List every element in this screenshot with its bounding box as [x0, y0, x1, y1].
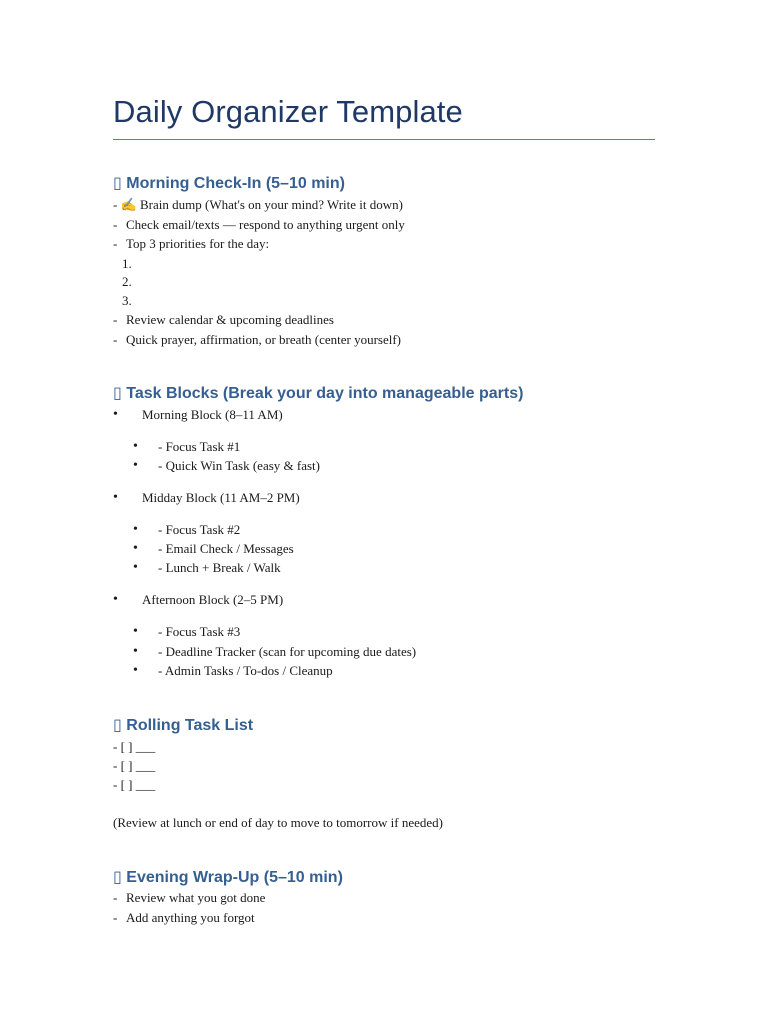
review-done-item: - Review what you got done — [113, 890, 266, 905]
bullet-icon: • — [133, 439, 138, 454]
evening-wrapup-heading: ▯ Evening Wrap-Up (5–10 min) — [113, 869, 343, 886]
missing-glyph-icon: ▯ — [113, 869, 122, 886]
bullet-icon: • — [133, 458, 138, 473]
bullet-icon: • — [113, 592, 118, 607]
rolling-task-item: - [ ] ___ — [113, 739, 156, 754]
missing-glyph-icon: ▯ — [113, 175, 122, 192]
rolling-task-list-heading: ▯ Rolling Task List — [113, 717, 254, 734]
bullet-icon: • — [133, 624, 138, 639]
priority-2: 2. — [122, 274, 132, 289]
bullet-icon: • — [113, 407, 118, 422]
bullet-icon: • — [133, 522, 138, 537]
missing-glyph-icon: ▯ — [113, 717, 122, 734]
title-divider — [113, 139, 655, 140]
missing-glyph-icon: ▯ — [113, 385, 122, 402]
bullet-icon: • — [133, 560, 138, 575]
check-email-item: - Check email/texts — respond to anything urgent only — [113, 217, 405, 232]
page-title: Daily Organizer Template — [113, 94, 463, 129]
add-forgot-item: - Add anything you forgot — [113, 910, 255, 925]
bullet-icon: • — [113, 490, 118, 505]
review-calendar-item: - Review calendar & upcoming deadlines — [113, 312, 334, 327]
priority-3: 3. — [122, 293, 132, 308]
quick-prayer-item: - Quick prayer, affirmation, or breath (center yourself) — [113, 332, 402, 347]
morning-checkin-heading: ▯ Morning Check-In (5–10 min) — [113, 175, 345, 192]
rolling-note: (Review at lunch or end of day to move to tomorrow if needed) — [113, 815, 443, 830]
bullet-icon: • — [133, 541, 138, 556]
top-priorities-item: - Top 3 priorities for the day: — [113, 236, 270, 251]
bullet-icon: • — [133, 644, 138, 659]
priority-1: 1. — [122, 256, 132, 271]
brain-dump-item: - ✍ Brain dump (What's on your mind? Write it down) — [113, 197, 403, 212]
task-blocks-heading: ▯ Task Blocks (Break your day into manageable parts) — [113, 385, 524, 402]
bullet-icon: • — [133, 663, 138, 678]
rolling-task-item: - [ ] ___ — [113, 758, 156, 773]
rolling-task-item: - [ ] ___ — [113, 777, 156, 792]
